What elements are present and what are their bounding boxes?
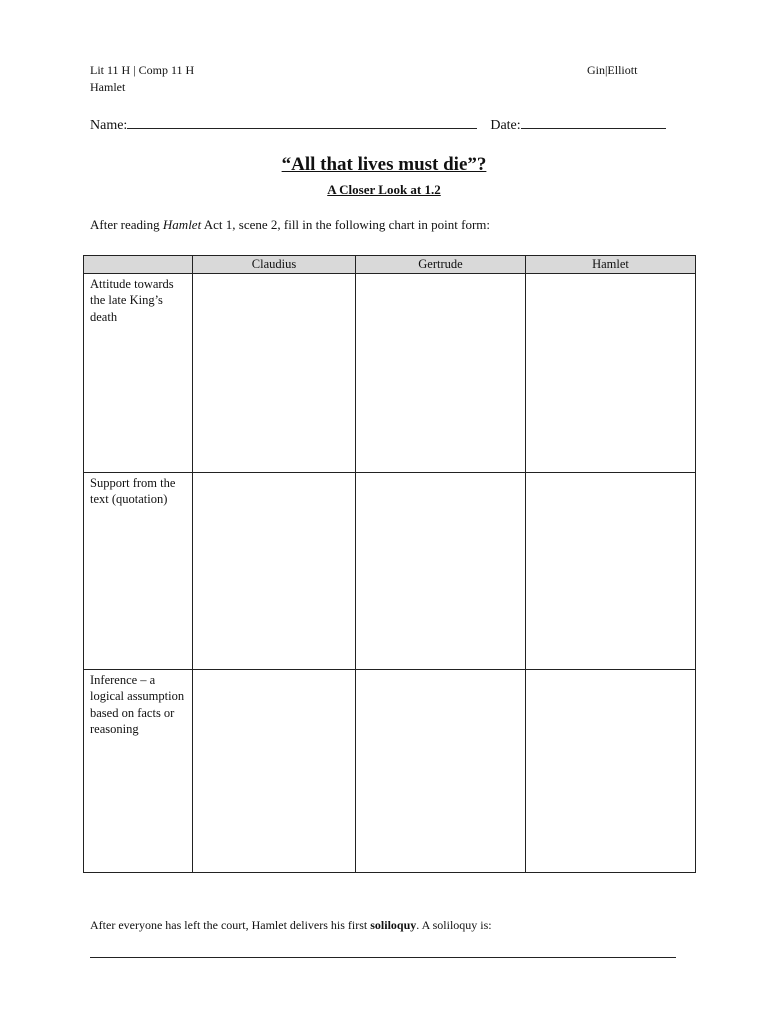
worksheet-title: “All that lives must die”? (281, 154, 487, 175)
soliloquy-prompt (90, 918, 492, 933)
header-cell-blank (84, 256, 193, 274)
table-row (84, 273, 696, 472)
play-title: Hamlet (162, 217, 202, 232)
instructions (90, 217, 490, 233)
answer-cell-hamlet-attitude[interactable] (526, 273, 696, 472)
row-label-support: Support from the text (quotation) (84, 472, 193, 669)
character-chart (83, 255, 696, 873)
teacher-name: Gin|Elliott (587, 63, 638, 77)
soliloquy-prefix: After everyone has left the court, Hamlet delivers his first (90, 918, 371, 932)
instructions-suffix: Act 1, scene 2, fill in the following chart in point form: (201, 217, 491, 232)
answer-cell-hamlet-support[interactable] (526, 472, 696, 669)
name-field[interactable] (127, 116, 477, 129)
worksheet-subtitle: A Closer Look at 1.2 (327, 182, 441, 197)
answer-cell-claudius-inference[interactable] (193, 669, 356, 872)
date-label: Date: (490, 118, 521, 133)
answer-cell-claudius-attitude[interactable] (193, 273, 356, 472)
soliloquy-term: soliloquy (370, 918, 417, 932)
header-cell-gertrude: Gertrude (356, 256, 526, 274)
soliloquy-answer-line[interactable] (90, 957, 676, 958)
table-row (84, 472, 696, 669)
unit-name: Hamlet (90, 80, 126, 94)
chart-header-row (84, 256, 696, 274)
soliloquy-suffix: . A soliloquy is: (416, 918, 492, 932)
header-cell-hamlet: Hamlet (526, 256, 696, 274)
answer-cell-hamlet-inference[interactable] (526, 669, 696, 872)
instructions-prefix: After reading (90, 217, 163, 232)
row-label-inference: Inference – a logical assumption based on facts or reasoning (84, 669, 193, 872)
course-code: Lit 11 H | Comp 11 H (90, 63, 195, 77)
header-cell-claudius: Claudius (193, 256, 356, 274)
name-date-row (90, 116, 666, 134)
answer-cell-gertrude-attitude[interactable] (356, 273, 526, 472)
answer-cell-gertrude-inference[interactable] (356, 669, 526, 872)
date-field[interactable] (521, 116, 666, 129)
row-label-attitude: Attitude towards the late King’s death (84, 273, 193, 472)
answer-cell-claudius-support[interactable] (193, 472, 356, 669)
name-label: Name: (90, 118, 128, 133)
answer-cell-gertrude-support[interactable] (356, 472, 526, 669)
table-row (84, 669, 696, 872)
